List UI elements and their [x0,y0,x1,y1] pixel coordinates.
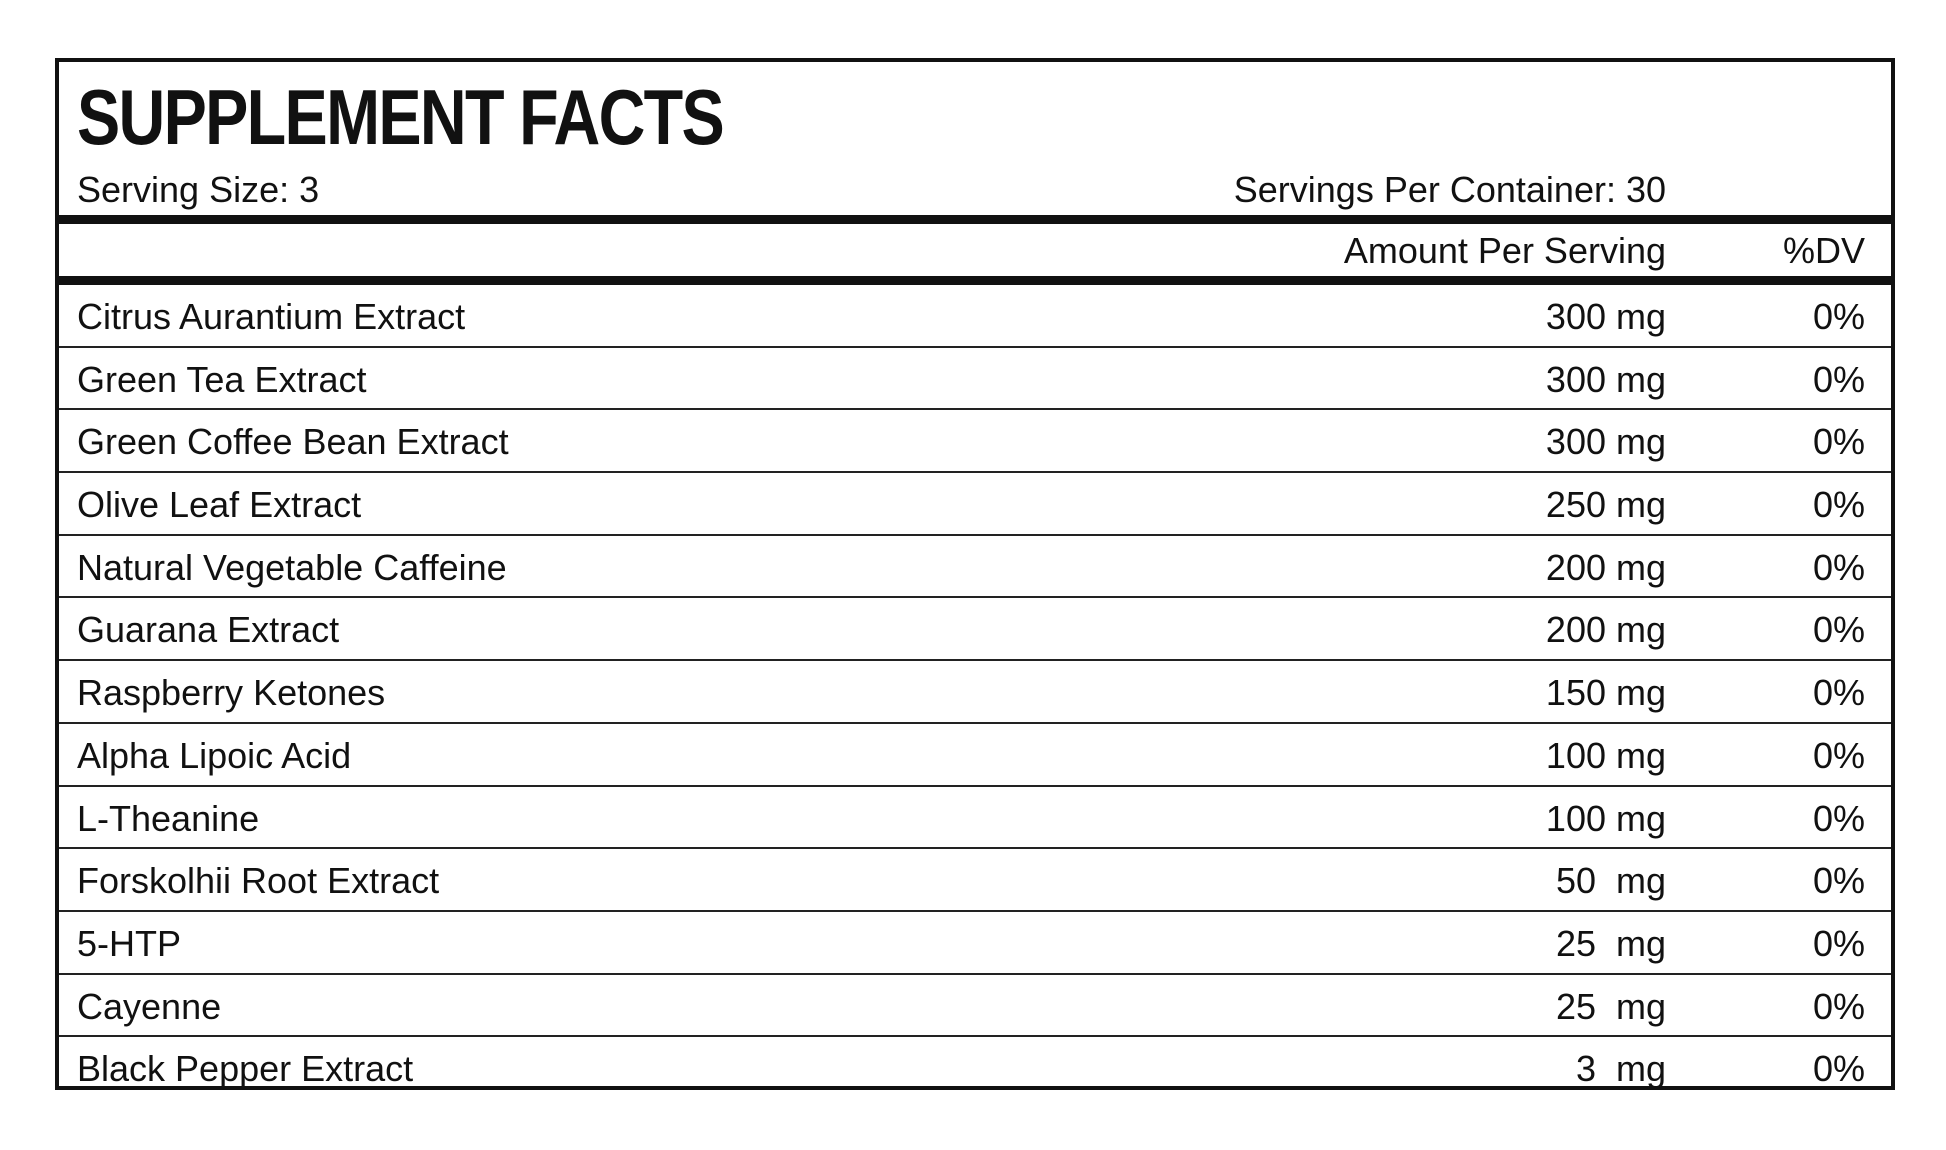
ingredient-dv: 0% [1812,1048,1865,1090]
column-header-amount: Amount Per Serving [1343,230,1666,271]
ingredient-row [59,724,1891,787]
ingredient-amount: 25 mg [1555,922,1666,964]
ingredient-amount: 150 mg [1545,672,1666,714]
ingredient-row [59,348,1891,411]
ingredient-row [59,975,1891,1038]
ingredient-dv: 0% [1812,484,1865,526]
ingredient-amount: 25 mg [1555,985,1666,1027]
ingredient-amount: 300 mg [1545,296,1666,337]
ingredient-amount: 250 mg [1545,484,1666,526]
ingredient-dv: 0% [1812,797,1865,839]
ingredient-dv: 0% [1812,985,1865,1027]
ingredient-name: Citrus Aurantium Extract [77,296,466,337]
ingredient-row [59,285,1891,348]
ingredient-name: Forskolhii Root Extract [77,860,440,902]
ingredient-name: Black Pepper Extract [77,1048,414,1090]
serving-size: Serving Size: 3 [77,169,320,210]
ingredient-dv: 0% [1812,922,1865,964]
ingredient-amount: 200 mg [1545,609,1666,651]
divider-header [59,276,1891,285]
ingredient-amount: 100 mg [1545,797,1666,839]
ingredient-amount: 300 mg [1545,358,1666,400]
ingredient-amount: 50 mg [1555,860,1666,902]
ingredient-name: Green Coffee Bean Extract [77,421,509,463]
ingredient-row [59,473,1891,536]
ingredient-dv: 0% [1812,734,1865,776]
ingredient-dv: 0% [1812,546,1865,588]
ingredient-row [59,410,1891,473]
ingredient-amount: 100 mg [1545,734,1666,776]
ingredient-name: Guarana Extract [77,609,340,651]
ingredient-dv: 0% [1812,421,1865,463]
ingredient-row [59,849,1891,912]
ingredient-name: Green Tea Extract [77,358,367,400]
ingredient-row [59,912,1891,975]
ingredient-name: Raspberry Ketones [77,672,386,714]
ingredient-name: Olive Leaf Extract [77,484,362,526]
divider-top [59,215,1891,224]
ingredient-amount: 300 mg [1545,421,1666,463]
ingredient-row [59,1037,1891,1100]
ingredient-name: L-Theanine [77,797,260,839]
ingredient-dv: 0% [1812,609,1865,651]
ingredient-dv: 0% [1812,672,1865,714]
column-header-dv: %DV [1782,230,1865,271]
supplement-facts-panel [55,58,1895,1090]
ingredient-name: Alpha Lipoic Acid [77,734,352,776]
ingredient-name: Cayenne [77,985,222,1027]
ingredient-name: 5-HTP [77,922,182,964]
ingredient-row [59,598,1891,661]
ingredient-dv: 0% [1812,296,1865,337]
ingredient-row [59,661,1891,724]
servings-per-container: Servings Per Container: 30 [1233,169,1666,210]
ingredient-name: Natural Vegetable Caffeine [77,546,507,588]
label-title: SUPPLEMENT FACTS [77,73,724,161]
ingredient-amount: 200 mg [1545,546,1666,588]
ingredient-list [59,285,1891,1100]
ingredient-amount: 3 mg [1575,1048,1666,1090]
ingredient-row [59,536,1891,599]
ingredient-row [59,787,1891,850]
ingredient-dv: 0% [1812,358,1865,400]
ingredient-dv: 0% [1812,860,1865,902]
